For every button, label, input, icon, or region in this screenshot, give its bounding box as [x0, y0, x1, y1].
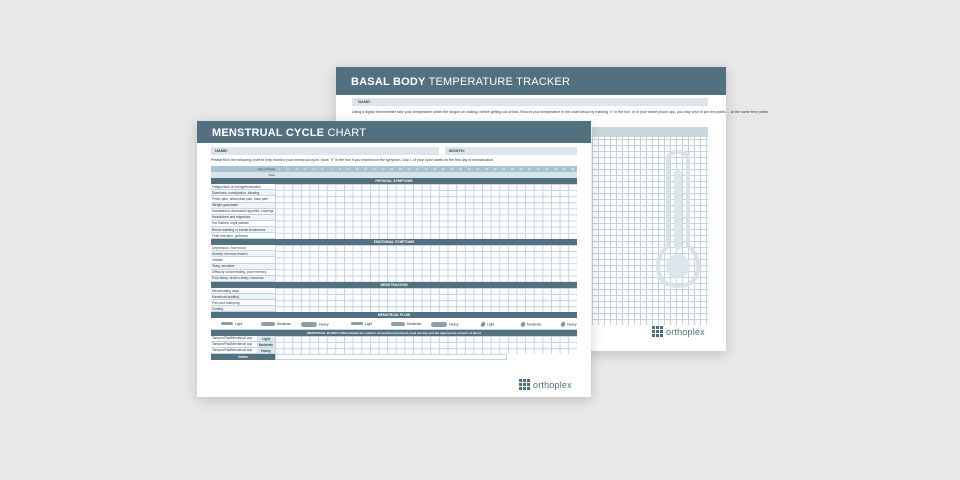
symptom-label: Headaches and migraines [212, 215, 251, 220]
blood-drop-icon [520, 321, 526, 327]
tracker-instructions-line2 [352, 115, 708, 119]
flow-legend-row [211, 319, 577, 330]
product-label: Tampon/Pad/Menstrual cup [212, 336, 253, 341]
chart-instructions: Please fill in the following chart to help monitor your menstrual cycle. Mark "x" in the box if you experience the symptom. Day 1 of your cycle starts on the first day of menstruation. [211, 158, 495, 162]
day-number: 7 [330, 166, 332, 171]
symptom-grid[interactable] [275, 184, 577, 239]
notes-label: Notes [211, 354, 275, 360]
tracker-brand-name: orthoplex [666, 326, 705, 337]
day-number: 30 [527, 166, 532, 171]
flow-legend-item: Moderate [521, 322, 541, 327]
chart-name-field[interactable] [211, 147, 439, 155]
date-label: Date [268, 172, 275, 177]
day-number: 18 [424, 166, 428, 171]
tracker-instructions: Using a digital thermometer take your temperature under the tongue on waking, before getting out of bed. Record your temperature in the chart below by marking "x" in the box, or in your smart phone app, you may wish to join the points ... at the same time points. [352, 110, 770, 114]
brand-mark-icon [519, 379, 530, 390]
day-number: 22 [458, 166, 463, 171]
blood-loss-grid[interactable] [275, 336, 577, 354]
flow-legend-item: Light [481, 322, 494, 327]
symptom-label: Pain and cramping [212, 300, 240, 305]
day-number: 6 [321, 166, 324, 171]
day-number: 24 [476, 166, 480, 171]
symptom-label: Fatigue/lack of energy/exhausted [212, 184, 261, 189]
day-number: 3 [295, 166, 298, 171]
flow-legend-item: Heavy [561, 322, 577, 327]
pad-icon [301, 322, 317, 327]
symptom-label: Anxiety, nervous tension [212, 251, 248, 256]
day-number: 33 [553, 166, 558, 171]
symptom-label: Breast swelling or breast tenderness [212, 227, 266, 232]
symptom-label: Fluid retention, puffiness [212, 233, 248, 238]
tracker-brand-logo [652, 326, 705, 337]
symptom-label: Weight gain/water [212, 203, 239, 208]
day-number: 27 [501, 166, 506, 171]
day-number: 9 [347, 166, 350, 171]
day-number: 26 [493, 166, 497, 171]
day-of-cycle-label: Day of Cycle [257, 166, 275, 171]
symptom-label: Clotting [212, 306, 224, 311]
symptom-label: Menstruating days [212, 288, 239, 293]
chart-title-bar [197, 121, 591, 143]
symptom-label: Poor sleep, broken sleep, insomnia [212, 276, 264, 281]
product-label: Tampon/Pad/Menstrual cup [212, 342, 253, 347]
day-number: 35 [571, 166, 575, 171]
day-number: 25 [484, 166, 489, 171]
product-level: Heavy [257, 348, 275, 353]
flow-legend-item: Moderate [391, 322, 421, 326]
day-number: 2 [287, 166, 289, 171]
day-number: 34 [562, 166, 566, 171]
symptom-grid[interactable] [275, 245, 577, 282]
symptom-label: Hot flushes, night sweats [212, 221, 249, 226]
flow-legend-item: Moderate [261, 322, 291, 326]
day-number: 15 [398, 166, 402, 171]
symptom-label: Teary, sensitive [212, 264, 235, 269]
flow-legend-item: Light [351, 322, 372, 326]
symptom-label: Menstrual spotting [212, 294, 239, 299]
blood-loss-header: MENSTRUAL BLOOD LOSS Indicate the number of menstrual products used per day and the appropriate amount of blood [211, 330, 577, 336]
symptom-label: Increased or decreased appetite, cravings [212, 209, 274, 214]
day-number: 16 [407, 166, 411, 171]
day-number: 11 [364, 166, 368, 171]
symptom-grid[interactable] [275, 288, 577, 312]
symptom-label: Pelvic pain, abdominal pain, back pain [212, 197, 269, 201]
blood-drop-icon [480, 321, 486, 327]
day-number: 21 [450, 166, 454, 171]
product-label: Tampon/Pad/Menstrual cup [212, 348, 253, 353]
temperature-grid-header [592, 127, 708, 137]
day-number: 31 [536, 166, 540, 171]
thermometer-icon [654, 150, 702, 290]
day-number: 17 [415, 166, 420, 171]
pad-icon [261, 322, 275, 326]
symptom-label: Irritable [212, 258, 223, 262]
section-header: MENSTRUATION [211, 282, 577, 288]
day-number: 14 [389, 166, 394, 171]
day-number: 8 [338, 166, 341, 171]
flow-legend-item: Light [221, 322, 242, 326]
tracker-name-label: NAME: [358, 99, 372, 104]
day-number: 29 [519, 166, 523, 171]
section-header: EMOTIONAL SYMPTOMS [211, 239, 577, 245]
tampon-icon [431, 322, 447, 327]
day-number: 4 [304, 166, 307, 171]
symptom-label: Difficulty concentrating, poor memory [212, 270, 267, 275]
pad-icon [221, 322, 233, 325]
day-number: 28 [510, 166, 514, 171]
tracker-name-field[interactable] [352, 98, 708, 106]
notes-field[interactable] [275, 354, 507, 360]
section-header: PHYSICAL SYMPTOMS [211, 178, 577, 184]
day-number: 13 [381, 166, 385, 171]
symptom-label: Depression / low mood [212, 245, 246, 250]
tampon-icon [351, 322, 363, 325]
chart-month-label: MONTH: [449, 148, 465, 153]
day-number: 10 [355, 166, 359, 171]
day-number: 1 [278, 166, 281, 171]
symptom-label: Diarrhoea, constipation, bloating [212, 190, 260, 195]
product-level: Moderate [258, 342, 274, 347]
chart-brand-logo [519, 379, 572, 390]
product-level: Light [257, 336, 275, 341]
menstrual-cycle-chart-sheet [197, 121, 591, 397]
flow-legend-item: Heavy [431, 322, 459, 327]
day-number: 32 [545, 166, 549, 171]
blood-drop-icon [560, 321, 566, 327]
day-number: 23 [467, 166, 471, 171]
flow-legend-item: Heavy [301, 322, 329, 327]
day-number: 5 [312, 166, 315, 171]
tampon-icon [391, 322, 405, 326]
brand-mark-icon [652, 326, 663, 337]
section-header: MENSTRUAL FLOW [211, 312, 577, 318]
day-number: 20 [441, 166, 445, 171]
tracker-title: BASAL BODY TEMPERATURE TRACKER [351, 76, 571, 88]
chart-name-label: NAME: [215, 148, 229, 153]
chart-brand-name: orthoplex [533, 379, 572, 390]
chart-title: MENSTRUAL CYCLE CHART [212, 127, 367, 139]
day-number: 12 [372, 166, 376, 171]
day-number: 19 [432, 166, 437, 171]
tracker-title-bar [336, 67, 726, 95]
